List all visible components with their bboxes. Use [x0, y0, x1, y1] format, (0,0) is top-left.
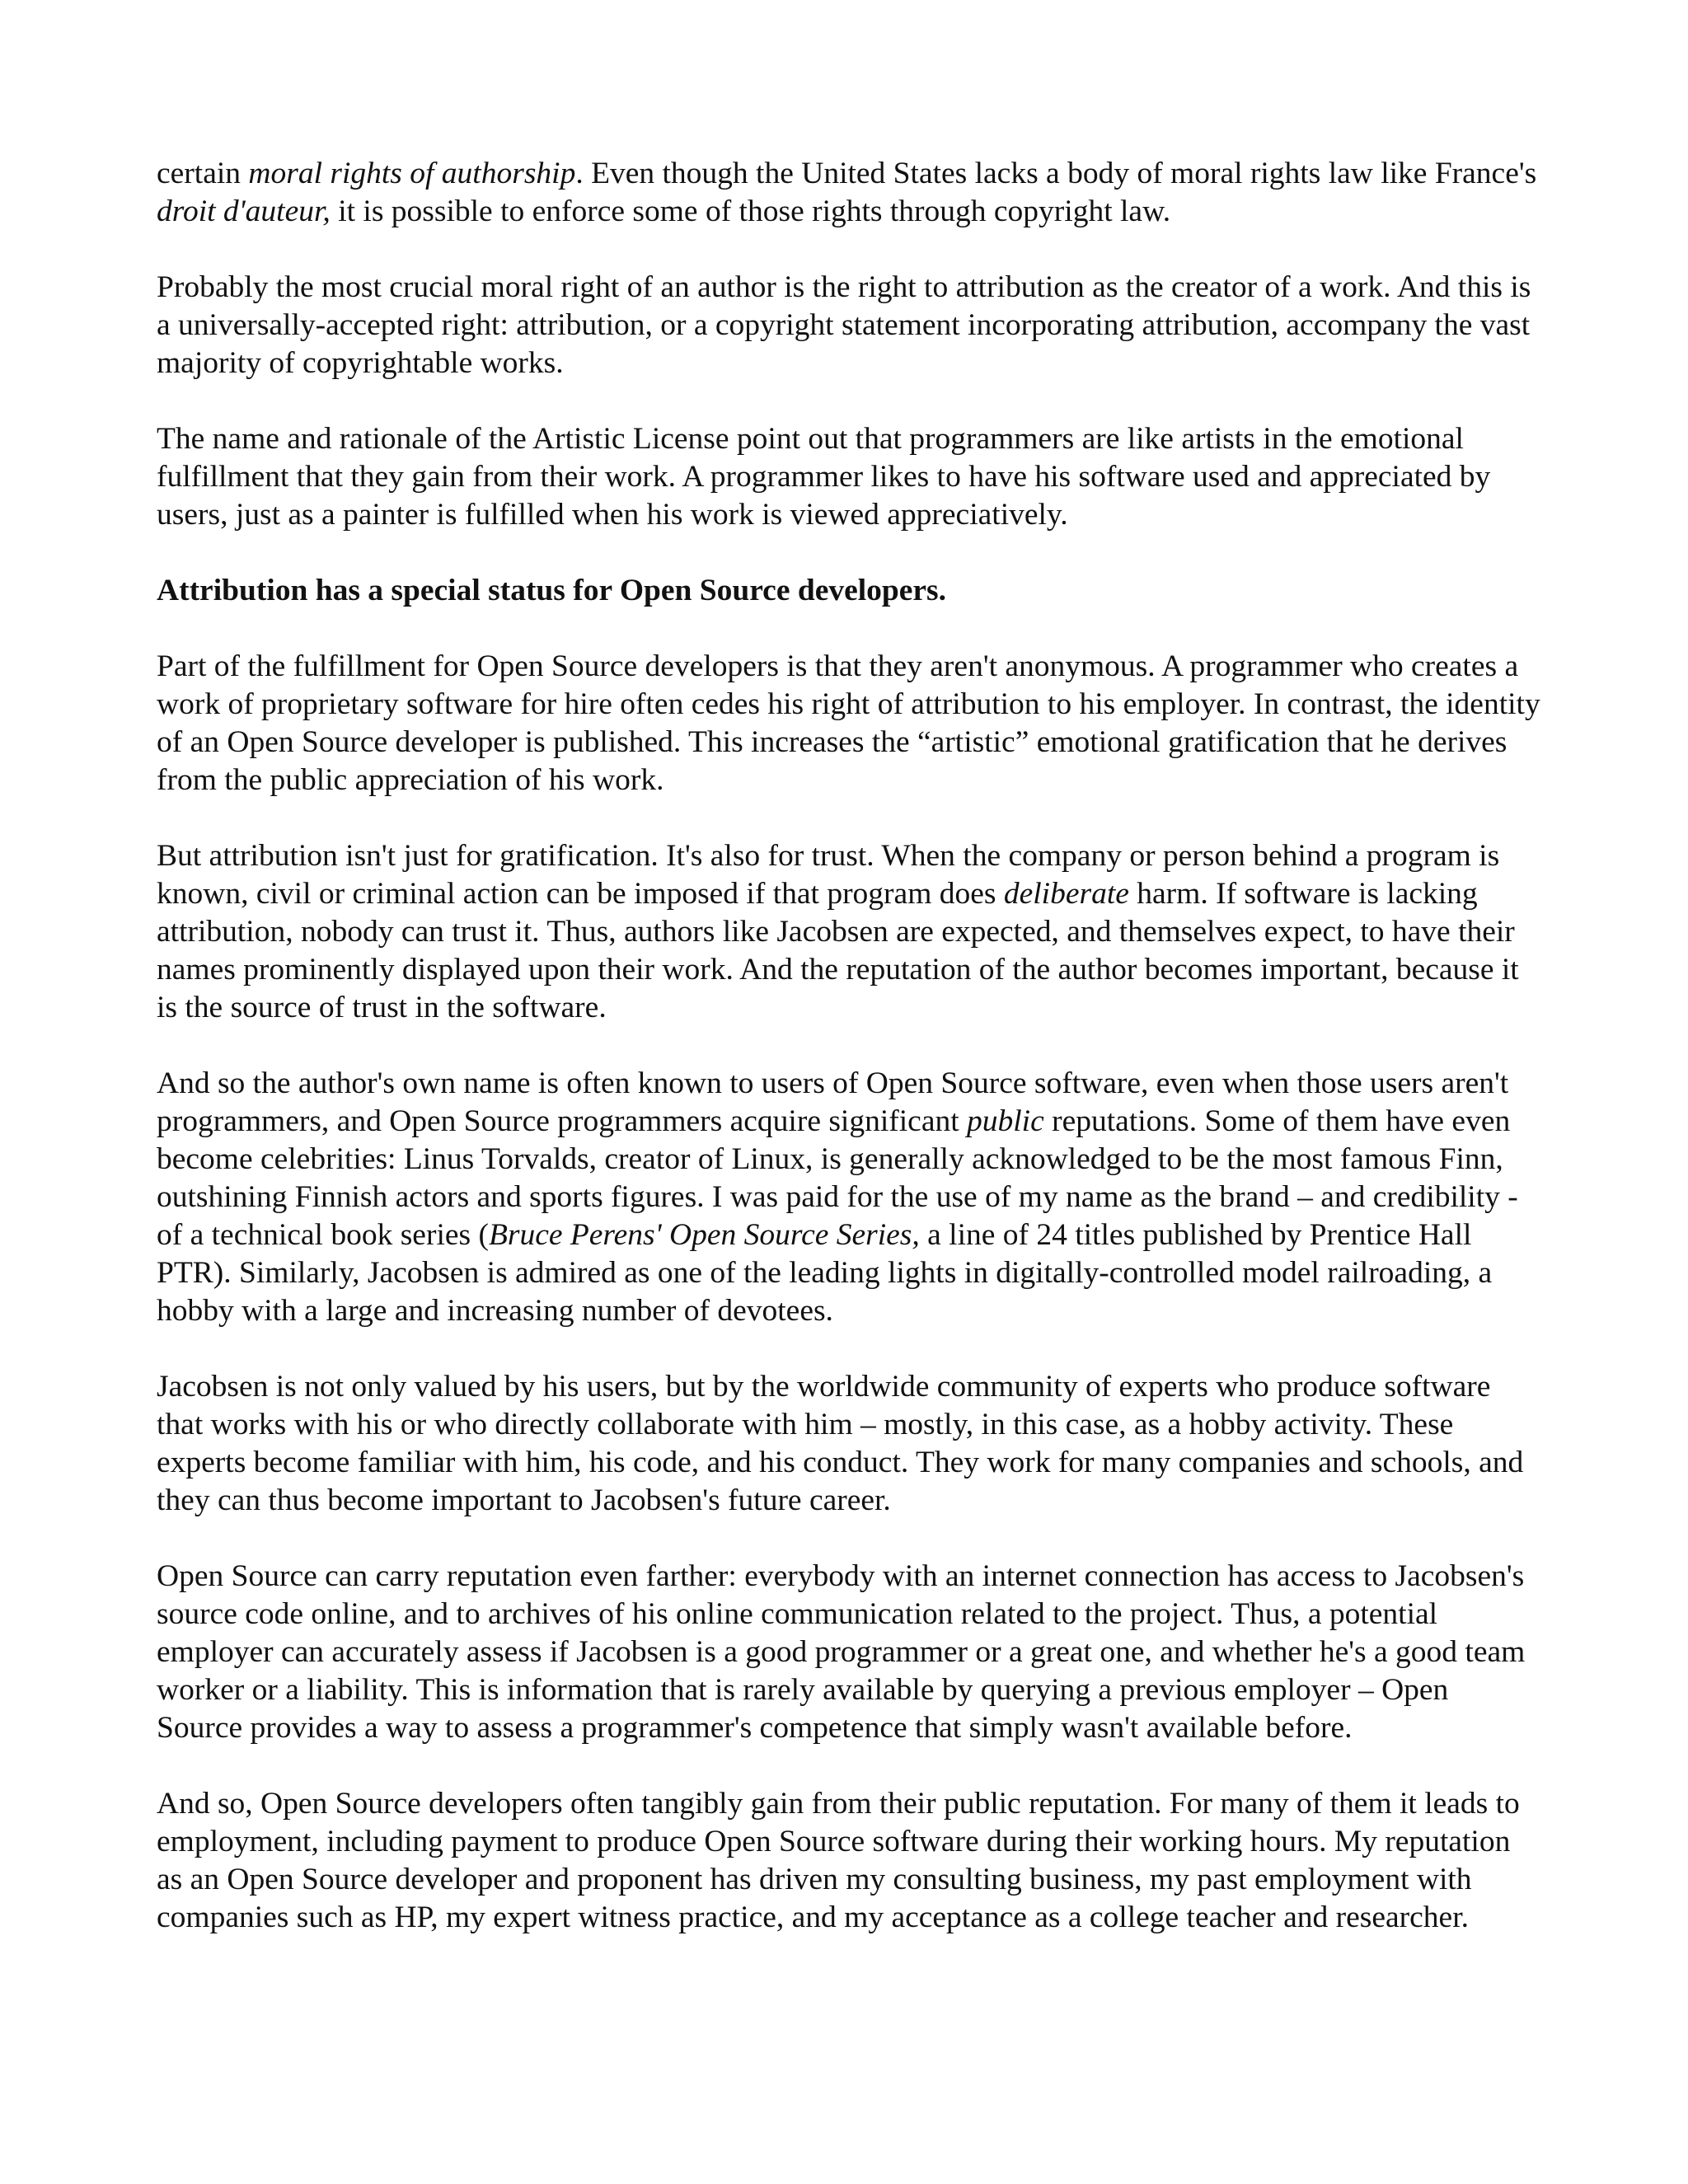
section-heading	[157, 572, 1541, 610]
text-run: And so the author's own name is often known to users of Open Source software, even when those users aren't programmers, and Open Source programmers acquire significant	[157, 1066, 1509, 1138]
paragraph-attribution-right	[157, 269, 1541, 382]
text-run: reputations. Some of them have even become celebrities: Linus Torvalds, creator of Linux, is generally acknowledged to be the most famous Finn, outshining Finnish actors and sports figures. I was paid for the use of my name as the brand – and credibility - of a technical book series (	[157, 1104, 1518, 1252]
text-run: Part of the fulfillment for Open Source developers is that they aren't anonymous. A programmer who creates a work of proprietary software for hire often cedes his right of attribution to his employer. In contrast, the identity of an Open Source developer is published. This increases the “artistic” emotional gratification that he derives from the public appreciation of his work.	[157, 649, 1540, 797]
text-run: Jacobsen is not only valued by his users, but by the worldwide community of experts who produce software that works with his or who directly collaborate with him – mostly, in this case, as a hobby activity. These experts become familiar with him, his code, and his conduct. They work for many companies and schools, and they can thus become important to Jacobsen's future career.	[157, 1370, 1524, 1517]
italic-text: public	[967, 1104, 1044, 1138]
italic-text: Bruce Perens' Open Source Series,	[488, 1218, 920, 1252]
italic-text: moral rights of authorship	[248, 157, 576, 190]
text-run: Attribution has a special status for Open Source developers.	[157, 574, 947, 607]
text-run: And so, Open Source developers often tangibly gain from their public reputation. For many of them it leads to employment, including payment to produce Open Source software during their working hours. My reputation as an Open Source developer and proponent has driven my consulting business, my past employment with companies such as HP, my expert witness practice, and my acceptance as a college teacher and researcher.	[157, 1787, 1520, 1934]
italic-text: droit d'auteur,	[157, 194, 331, 228]
paragraph-reputation-farther	[157, 1558, 1541, 1747]
paragraph-tangible-gain	[157, 1785, 1541, 1937]
italic-text: deliberate	[1003, 877, 1129, 911]
text-run: The name and rationale of the Artistic License point out that programmers are like artists in the emotional fulfillment that they gain from their work. A programmer likes to have his software used and appreciated by users, just as a painter is fulfilled when his work is viewed appreciatively.	[157, 422, 1491, 532]
text-run: it is possible to enforce some of those rights through copyright law.	[330, 194, 1171, 228]
paragraph-artistic-license	[157, 420, 1541, 534]
paragraph-community	[157, 1368, 1541, 1520]
text-run: . Even though the United States lacks a body of moral rights law like France's	[575, 157, 1537, 190]
document-page	[157, 155, 1541, 1937]
text-run: certain	[157, 157, 249, 190]
paragraph-moral-rights	[157, 155, 1541, 231]
document-body	[157, 155, 1541, 1937]
text-run: Open Source can carry reputation even farther: everybody with an internet connection has access to Jacobsen's source code online, and to archives of his online communication related to the project. Thus, a potential employer can accurately assess if Jacobsen is a good programmer or a great one, and whether he's a good team worker or a liability. This is information that is rarely available by querying a previous employer – Open Source provides a way to assess a programmer's competence that simply wasn't available before.	[157, 1559, 1526, 1745]
text-run: a line of 24 titles published by Prentice Hall PTR). Similarly, Jacobsen is admired as one of the leading lights in digitally-controlled model railroading, a hobby with a large and increasing number of devotees.	[157, 1218, 1493, 1328]
paragraph-trust	[157, 837, 1541, 1027]
text-run: harm. If software is lacking attribution, nobody can trust it. Thus, authors like Jacobsen are expected, and themselves expect, to have their names prominently displayed upon their work. And the reputation of the author becomes important, because it is the source of trust in the software.	[157, 877, 1519, 1024]
text-run: But attribution isn't just for gratification. It's also for trust. When the company or person behind a program is known, civil or criminal action can be imposed if that program does	[157, 839, 1500, 911]
paragraph-not-anonymous	[157, 648, 1541, 799]
paragraph-public-reputations	[157, 1065, 1541, 1330]
text-run: Probably the most crucial moral right of an author is the right to attribution as the creator of a work. And this is a universally-accepted right: attribution, or a copyright statement incorporating attribution, accompany the vast majority of copyrightable works.	[157, 270, 1531, 380]
